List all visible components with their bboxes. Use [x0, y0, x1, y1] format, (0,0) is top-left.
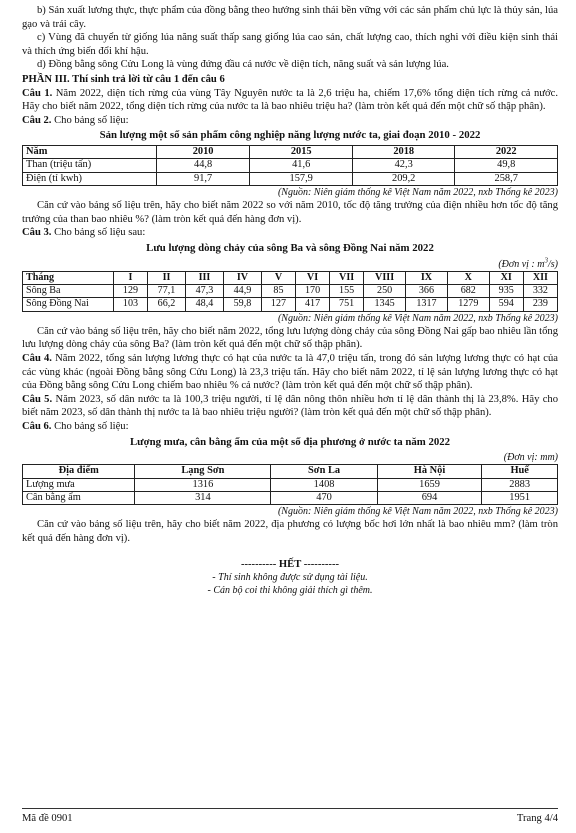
table-header-cell: II: [148, 271, 186, 284]
item-c: c) Vùng đã chuyển từ giống lúa năng suất thấp sang giống lúa cao sản, chất lượng cao, thích nghi với điều kiện sinh thái và thích ứng biến đổi khí hậu.: [22, 32, 558, 57]
table-cell: 49,8: [455, 159, 558, 172]
question-3-intro: [22, 226, 558, 240]
table-cell: 332: [523, 284, 557, 297]
table-cell: Than (triệu tấn): [23, 159, 157, 172]
table-header-cell: Hà Nội: [377, 465, 482, 478]
table-cell: 470: [271, 491, 377, 504]
exam-page: [22, 4, 558, 597]
page-number: Trang 4/4: [516, 813, 558, 824]
table-cell: 85: [261, 284, 295, 297]
q2-source: (Nguồn: Niên giám thống kê Việt Nam năm 2022, nxb Thống kê 2023): [277, 187, 558, 199]
q2-intro: Cho bảng số liệu:: [51, 114, 129, 126]
q3-intro: Cho bảng số liệu sau:: [51, 227, 146, 239]
table-row: [23, 172, 558, 185]
q3-unit: [22, 258, 558, 271]
table-header-cell: XI: [489, 271, 523, 284]
table-cell: 127: [261, 298, 295, 311]
q3-table-caption: Lưu lượng dòng chảy của sông Ba và sông Đồng Nai năm 2022: [146, 241, 434, 254]
table-cell: 682: [447, 284, 489, 297]
end-mark: ---------- HẾT ----------: [240, 558, 340, 570]
table-cell: 77,1: [148, 284, 186, 297]
question-2-intro: [22, 114, 558, 128]
q6-unit: (Đơn vị: mm): [503, 452, 558, 464]
q3-label: Câu 3.: [22, 227, 52, 239]
table-header-cell: Sơn La: [271, 465, 377, 478]
table-header-cell: 2022: [455, 145, 558, 158]
table-row: [23, 478, 558, 491]
table-cell: Cân bằng ẩm: [23, 491, 135, 504]
table-header-cell: Địa điểm: [23, 465, 135, 478]
table-header-cell: Huế: [482, 465, 558, 478]
q6-question: Căn cứ vào bảng số liệu trên, hãy cho biết năm 2022, địa phương có lượng bốc hơi lớn nhất là bao nhiêu mm? (làm tròn kết quả đến hàng đơn vị).: [22, 519, 558, 544]
table-cell: 258,7: [455, 172, 558, 185]
note-line: - Thí sinh không được sử dụng tài liệu.: [212, 572, 368, 584]
table-cell: 170: [296, 284, 330, 297]
table-cell: Sông Ba: [23, 284, 114, 297]
q6-source: (Nguồn: Niên giám thống kê Việt Nam năm 2022, nxb Thống kê 2023): [277, 506, 558, 518]
table-cell: 239: [523, 298, 557, 311]
unit-suffix: /s): [548, 258, 558, 270]
table-cell: 366: [406, 284, 448, 297]
table-row: [23, 284, 558, 297]
table-cell: 935: [489, 284, 523, 297]
table-cell: 155: [330, 284, 364, 297]
table-header-cell: 2018: [352, 145, 455, 158]
table-cell: 1317: [406, 298, 448, 311]
table-header-cell: III: [185, 271, 223, 284]
q3-question: Căn cứ vào bảng số liệu trên, hãy cho biết năm 2022, tổng lưu lượng dòng chảy của sông Đồng Nai gấp bao nhiêu lần tổng lưu lượng dòng chảy của sông Ba? (làm tròn kết quả đến một chữ số thập phân).: [22, 325, 558, 351]
question-4: [22, 352, 558, 393]
q6-intro: Cho bảng số liệu:: [51, 420, 129, 432]
table-cell: 1659: [377, 478, 482, 491]
table-header-cell: Lạng Sơn: [135, 465, 271, 478]
table-cell: 1951: [482, 491, 558, 504]
q2-question: Căn cứ vào bảng số liệu trên, hãy cho biết năm 2022 so với năm 2010, tốc độ tăng trưởng của điện nhiều hơn tốc độ tăng trưởng của than bao nhiêu %? (làm tròn kết quả đến hàng đơn vị).: [22, 200, 558, 225]
q4-label: Câu 4.: [22, 352, 52, 364]
question-5: [22, 393, 558, 420]
item-d: d) Đồng bằng sông Cửu Long là vùng đứng đầu cả nước về diện tích, năng suất và sản lượng lúa.: [37, 59, 449, 71]
table-header-cell: Năm: [23, 145, 157, 158]
table-cell: 41,6: [250, 159, 353, 172]
table-cell: 48,4: [185, 298, 223, 311]
table-header-row: [23, 465, 558, 478]
table-cell: 59,8: [223, 298, 261, 311]
table-cell: Lượng mưa: [23, 478, 135, 491]
table-cell: 594: [489, 298, 523, 311]
table-cell: 209,2: [352, 172, 455, 185]
table-cell: 1408: [271, 478, 377, 491]
unit-prefix: (Đơn vị : m: [498, 258, 545, 270]
q1-text: Năm 2022, diện tích rừng của vùng Tây Nguyên nước ta là 2,6 triệu ha, chiếm 17,6% tổng diện tích rừng cả nước. Hãy cho biết năm 2022, tổng diện tích rừng của nước ta là bao nhiêu triệu ha? (làm tròn kết quả đến một chữ số thập phân).: [22, 87, 558, 113]
table-cell: 1345: [364, 298, 406, 311]
table-header-cell: XII: [523, 271, 557, 284]
table-row: [23, 491, 558, 504]
table-header-cell: VI: [296, 271, 330, 284]
table-cell: 1316: [135, 478, 271, 491]
item-b: b) Sản xuất lương thực, thực phẩm của đồng bằng theo hướng sinh thái bền vững với các sản phẩm chủ lực là thủy sản, lúa gạo và trái cây.: [22, 5, 558, 30]
note-line: - Cán bộ coi thi không giải thích gì thêm.: [207, 585, 373, 597]
table-header-cell: I: [113, 271, 147, 284]
table-header-cell: V: [261, 271, 295, 284]
table-cell: 694: [377, 491, 482, 504]
table-header-cell: IV: [223, 271, 261, 284]
q3-table: [22, 271, 558, 312]
table-header-cell: Tháng: [23, 271, 114, 284]
table-cell: 1279: [447, 298, 489, 311]
q2-label: Câu 2.: [22, 114, 52, 126]
table-cell: 129: [113, 284, 147, 297]
q6-table: [22, 464, 558, 505]
table-header-cell: VII: [330, 271, 364, 284]
table-header-cell: 2015: [250, 145, 353, 158]
question-6-intro: [22, 420, 558, 434]
table-header-cell: IX: [406, 271, 448, 284]
part3-title: PHẦN III. Thí sinh trả lời từ câu 1 đến câu 6: [22, 73, 225, 85]
q1-label: Câu 1.: [22, 87, 53, 99]
q4-text: Năm 2022, tổng sản lượng lương thực có hạt của nước ta là 47,0 triệu tấn, trong đó sản lượng lương thực có hạt của các vùng khác (ngoài Đồng bằng sông Cửu Long) là 23,3 triệu tấn. Hãy cho biết năm 2022, tỉ lệ sản lượng lương thực có hạt của Đồng bằng sông Cửu Long chiếm bao nhiêu % cả nước? (làm tròn kết quả đến một chữ số thập phân).: [22, 352, 559, 392]
table-cell: 2883: [482, 478, 558, 491]
table-header-cell: 2010: [156, 145, 250, 158]
table-cell: 91,7: [156, 172, 250, 185]
table-row: [23, 298, 558, 311]
q2-table-caption: Sản lượng một số sản phẩm công nghiệp năng lượng nước ta, giai đoạn 2010 - 2022: [99, 129, 481, 142]
table-cell: 42,3: [352, 159, 455, 172]
unit-superscript: 3: [544, 256, 548, 265]
table-cell: 103: [113, 298, 147, 311]
table-cell: 44,9: [223, 284, 261, 297]
q6-label: Câu 6.: [22, 420, 52, 432]
table-cell: 157,9: [250, 172, 353, 185]
table-cell: 417: [296, 298, 330, 311]
table-header-cell: X: [447, 271, 489, 284]
table-cell: 44,8: [156, 159, 250, 172]
table-cell: Điện (tỉ kwh): [23, 172, 157, 185]
table-cell: 250: [364, 284, 406, 297]
table-header-cell: VIII: [364, 271, 406, 284]
table-header-row: [23, 145, 558, 158]
table-cell: 47,3: [185, 284, 223, 297]
q5-label: Câu 5.: [22, 393, 53, 405]
table-cell: 314: [135, 491, 271, 504]
table-cell: 751: [330, 298, 364, 311]
page-footer: [22, 808, 558, 826]
table-header-row: [23, 271, 558, 284]
q2-table: [22, 145, 558, 186]
table-row: [23, 159, 558, 172]
question-1: [22, 87, 558, 114]
q5-text: Năm 2023, số dân nước ta là 100,3 triệu người, tỉ lệ dân nông thôn nhiều hơn tỉ lệ dân thành thị là 23,8%. Hãy cho biết năm 2023, số dân thành thị nước ta là bao nhiêu triệu người? (làm tròn kết quả đến một chữ số thập phân).: [22, 393, 558, 419]
table-cell: Sông Đồng Nai: [23, 298, 114, 311]
table-cell: 66,2: [148, 298, 186, 311]
q6-table-caption: Lượng mưa, cân bằng ẩm của một số địa phương ở nước ta năm 2022: [129, 435, 451, 448]
exam-code: Mã đề 0901: [22, 813, 73, 824]
q3-source: (Nguồn: Niên giám thống kê Việt Nam năm 2022, nxb Thống kê 2023): [277, 312, 558, 324]
